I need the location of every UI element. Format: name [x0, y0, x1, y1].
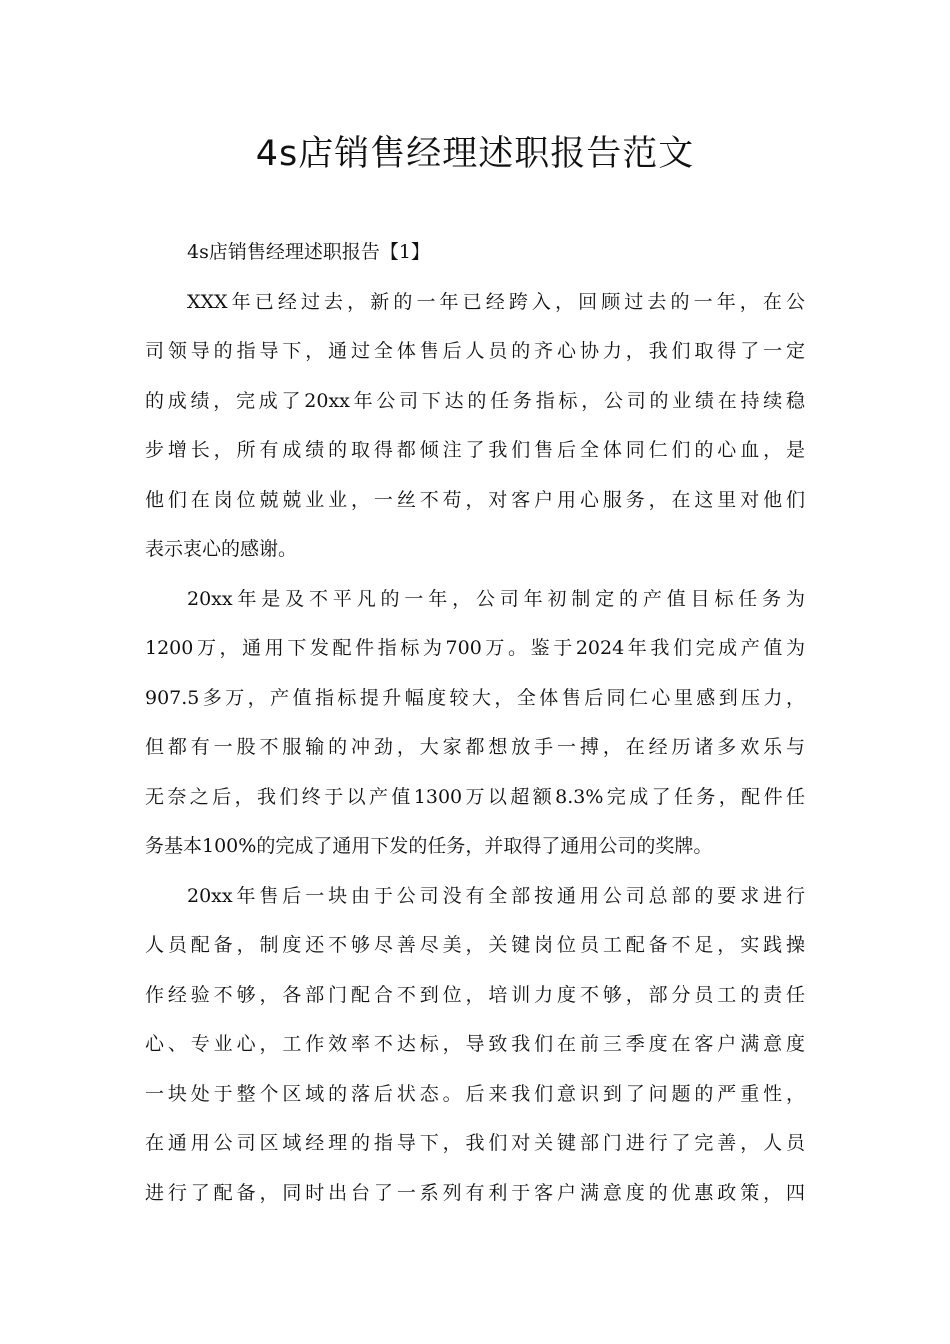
- document-title: 4s店销售经理述职报告范文: [255, 134, 695, 174]
- paragraph-line: 20xx年售后一块由于公司没有全部按通用公司总部的要求进行: [187, 884, 805, 907]
- paragraph-line: 1200万，通用下发配件指标为700万。鉴于2024年我们完成产值为: [145, 637, 805, 659]
- paragraph-2: [145, 575, 805, 872]
- paragraph-line: 907.5多万，产值指标提升幅度较大，全体售后同仁心里感到压力，: [145, 686, 805, 709]
- paragraph-3: [145, 872, 805, 1219]
- paragraph-line: 务基本100%的完成了通用下发的任务，并取得了通用公司的奖牌。: [145, 835, 713, 857]
- paragraph-line: 作经验不够，各部门配合不到位，培训力度不够，部分员工的责任: [145, 983, 805, 1006]
- paragraph-line: 步增长，所有成绩的取得都倾注了我们售后全体同仁们的心血，是: [145, 439, 805, 461]
- document-body: [145, 228, 805, 1218]
- paragraph-line: 但都有一股不服输的冲劲，大家都想放手一搏，在经历诸多欢乐与: [145, 736, 805, 758]
- paragraph-line: 表示衷心的感谢。: [145, 538, 298, 560]
- paragraph-line: 的成绩，完成了20xx年公司下达的任务指标，公司的业绩在持续稳: [145, 389, 805, 412]
- paragraph-line: 在通用公司区域经理的指导下，我们对关键部门进行了完善，人员: [145, 1132, 805, 1154]
- paragraph-1: [145, 278, 805, 575]
- paragraph-line: 人员配备，制度还不够尽善尽美，关键岗位员工配备不足，实践操: [145, 934, 805, 956]
- paragraph-line: 进行了配备，同时出台了一系列有利于客户满意度的优惠政策，四: [145, 1181, 805, 1204]
- paragraph-line: 司领导的指导下，通过全体售后人员的齐心协力，我们取得了一定: [145, 340, 805, 362]
- paragraph-line: 一块处于整个区域的落后状态。后来我们意识到了问题的严重性，: [145, 1082, 805, 1105]
- paragraph-line: 无奈之后，我们终于以产值1300万以超额8.3%完成了任务，配件任: [145, 785, 805, 808]
- paragraph-line: 他们在岗位兢兢业业，一丝不苟，对客户用心服务，在这里对他们: [145, 488, 805, 511]
- section-heading: 4s店销售经理述职报告【1】: [187, 241, 430, 263]
- paragraph-line: XXX年已经过去，新的一年已经跨入，回顾过去的一年，在公: [187, 290, 805, 313]
- paragraph-line: 心、专业心，工作效率不达标，导致我们在前三季度在客户满意度: [145, 1033, 805, 1055]
- paragraph-line: 20xx年是及不平凡的一年，公司年初制定的产值目标任务为: [187, 587, 805, 610]
